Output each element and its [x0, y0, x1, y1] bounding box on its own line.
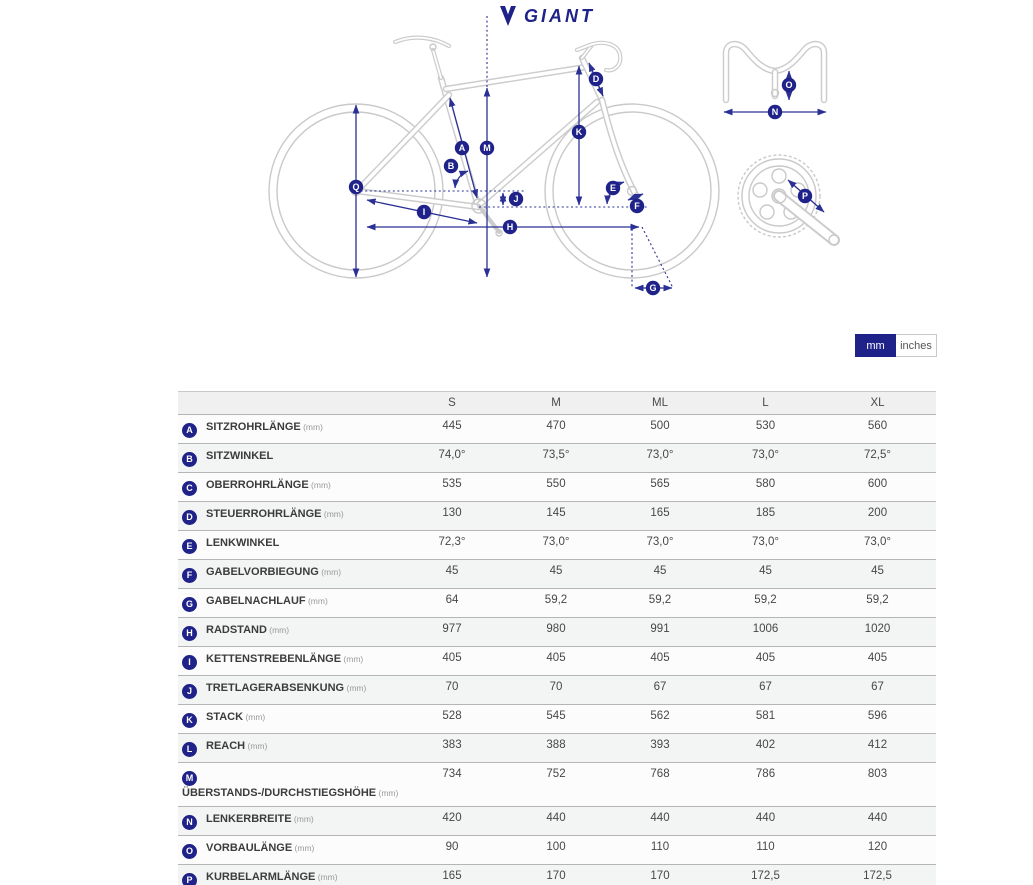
label-column-header — [178, 392, 400, 415]
row-label: SITZROHRLÄNGE — [206, 421, 301, 433]
badge-chainstay — [417, 205, 431, 219]
value-cell: 73,0° — [752, 449, 779, 461]
value-cell: 991 — [650, 623, 670, 635]
geometry-row-n — [178, 807, 936, 836]
value-cell: 67 — [759, 681, 772, 693]
value-cell: 405 — [867, 652, 888, 664]
size-column-header-m: M — [551, 397, 561, 409]
row-unit: (mm) — [266, 625, 290, 635]
value-cell: 560 — [867, 420, 888, 432]
geometry-row-f — [178, 560, 936, 589]
row-unit: (mm) — [344, 683, 367, 693]
row-label-cell — [178, 734, 400, 763]
row-unit: (mm) — [245, 741, 268, 751]
measurement-arrows — [356, 63, 826, 288]
value-cell: 388 — [546, 739, 566, 751]
row-label-cell — [178, 589, 400, 618]
value-cell: 73,0° — [864, 536, 891, 548]
badge-letter: D — [592, 74, 600, 85]
row-letter-badge: H — [182, 626, 197, 641]
giant-triangle-icon — [500, 6, 516, 26]
value-cell: 110 — [650, 841, 670, 853]
value-cell: 734 — [442, 768, 462, 780]
row-letter-badge: N — [182, 815, 197, 830]
value-cell: 59,2 — [866, 594, 889, 606]
value-cell: 768 — [650, 768, 670, 780]
value-cell: 172,5 — [751, 870, 780, 882]
geometry-row-a — [178, 415, 936, 444]
row-unit: (mm) — [315, 872, 338, 882]
row-label: VORBAULÄNGE — [206, 842, 293, 854]
row-unit: (mm) — [308, 480, 331, 490]
value-cell: 72,3° — [438, 536, 466, 548]
size-column-header-s: S — [448, 397, 456, 409]
value-cell: 73,0° — [646, 536, 674, 548]
row-unit: (mm) — [321, 509, 344, 519]
badge-head-tube — [589, 72, 603, 86]
giant-logo — [500, 6, 595, 26]
value-cell: 120 — [867, 841, 888, 853]
value-cell: 45 — [759, 565, 772, 577]
value-cell: 110 — [756, 841, 775, 853]
row-letter-badge: F — [182, 568, 197, 583]
value-cell: 73,5° — [542, 449, 570, 461]
row-unit: (mm) — [376, 788, 399, 798]
value-cell: 72,5° — [864, 449, 891, 461]
badge-wheelbase — [503, 220, 517, 234]
badge-stack — [572, 125, 586, 139]
value-cell: 165 — [442, 870, 462, 882]
badge-letter: K — [575, 127, 583, 138]
geometry-row-o — [178, 836, 936, 865]
value-cell: 596 — [867, 710, 888, 722]
value-cell: 528 — [442, 710, 462, 722]
size-header-row — [178, 392, 936, 415]
badge-wheel-size — [349, 180, 363, 194]
value-cell: 440 — [546, 812, 566, 824]
value-cell: 70 — [445, 681, 459, 693]
value-cell: 752 — [546, 768, 566, 780]
size-column-header-xl: XL — [870, 397, 885, 409]
row-label: GABELVORBIEGUNG — [206, 566, 319, 578]
value-cell: 440 — [755, 812, 776, 824]
row-letter-badge: E — [182, 539, 197, 554]
badge-seat-angle — [444, 159, 458, 173]
row-letter-badge: M — [182, 771, 197, 786]
badge-crank-length — [798, 189, 812, 203]
value-cell: 170 — [650, 870, 670, 882]
badge-letter: I — [422, 207, 426, 218]
row-label-cell — [178, 705, 400, 734]
geometry-row-c — [178, 473, 936, 502]
row-letter-badge: G — [182, 597, 197, 612]
value-cell: 803 — [867, 768, 888, 780]
value-cell: 581 — [755, 710, 776, 722]
row-letter-badge: D — [182, 510, 197, 525]
row-letter-badge: C — [182, 481, 197, 496]
row-unit: (mm) — [318, 567, 342, 577]
value-cell: 786 — [755, 768, 776, 780]
handlebar-drawing — [726, 44, 824, 100]
row-label: KETTENSTREBENLÄNGE — [206, 653, 342, 665]
value-cell: 70 — [549, 681, 563, 693]
value-cell: 535 — [442, 478, 462, 490]
value-cell: 64 — [445, 594, 459, 606]
badge-letter: E — [609, 183, 617, 194]
row-unit: (mm) — [341, 654, 364, 664]
value-cell: 405 — [755, 652, 776, 664]
badge-trail — [646, 281, 660, 295]
row-letter-badge: O — [182, 844, 197, 859]
row-label-cell — [178, 676, 400, 705]
value-cell: 405 — [442, 652, 462, 664]
geometry-row-e — [178, 531, 936, 560]
value-cell: 185 — [755, 507, 776, 519]
value-cell: 45 — [653, 565, 667, 577]
value-cell: 45 — [445, 565, 459, 577]
badge-letter: A — [458, 143, 466, 154]
value-cell: 405 — [546, 652, 566, 664]
geometry-row-d — [178, 502, 936, 531]
unit-inches-button[interactable]: inches — [896, 334, 937, 357]
bike-drawing — [269, 38, 719, 278]
value-cell: 130 — [442, 507, 462, 519]
row-letter-badge: K — [182, 713, 197, 728]
row-label-cell — [178, 807, 400, 836]
value-cell: 393 — [650, 739, 670, 751]
value-cell: 470 — [546, 420, 566, 432]
row-label: LENKWINKEL — [206, 537, 280, 549]
value-cell: 500 — [650, 420, 670, 432]
row-label-cell — [178, 531, 400, 560]
row-letter-badge: L — [182, 742, 197, 757]
row-label-cell — [178, 865, 400, 885]
unit-mm-button[interactable]: mm — [855, 334, 896, 357]
row-label-cell — [178, 473, 400, 502]
row-label: STEUERROHRLÄNGE — [206, 508, 322, 520]
value-cell: 383 — [442, 739, 462, 751]
row-label: STACK — [206, 711, 244, 723]
value-cell: 580 — [755, 478, 776, 490]
badge-letter: G — [649, 283, 657, 294]
value-cell: 550 — [546, 478, 566, 490]
row-unit: (mm) — [243, 712, 266, 722]
value-cell: 100 — [546, 841, 566, 853]
row-label-cell — [178, 560, 400, 589]
badge-stem-length — [782, 78, 796, 92]
value-cell: 445 — [442, 420, 462, 432]
row-label: REACH — [206, 740, 246, 752]
row-label-cell — [178, 444, 400, 473]
value-cell: 405 — [650, 652, 670, 664]
construction-lines — [356, 16, 673, 288]
row-label: GABELNACHLAUF — [206, 595, 306, 607]
value-cell: 45 — [871, 565, 884, 577]
crankset-drawing — [738, 155, 839, 245]
value-cell: 67 — [871, 681, 884, 693]
row-label: RADSTAND — [206, 624, 267, 636]
size-column-header-l: L — [762, 397, 769, 409]
value-cell: 73,0° — [542, 536, 570, 548]
row-unit: (mm) — [305, 596, 328, 606]
value-cell: 67 — [653, 681, 667, 693]
value-cell: 980 — [546, 623, 566, 635]
row-unit: (mm) — [292, 843, 315, 853]
row-letter-badge: P — [182, 873, 197, 885]
value-cell: 165 — [650, 507, 670, 519]
badge-letter: H — [506, 222, 514, 233]
value-cell: 170 — [546, 870, 566, 882]
value-cell: 59,2 — [544, 594, 568, 606]
geometry-row-i — [178, 647, 936, 676]
value-cell: 74,0° — [438, 449, 466, 461]
value-cell: 90 — [445, 841, 459, 853]
value-cell: 200 — [867, 507, 888, 519]
value-cell: 530 — [755, 420, 776, 432]
row-letter-badge: I — [182, 655, 197, 670]
value-cell: 73,0° — [752, 536, 779, 548]
geometry-row-m — [178, 763, 936, 807]
badge-letter: F — [634, 201, 640, 212]
badge-letter: N — [771, 107, 779, 118]
row-label-cell — [178, 836, 400, 865]
brand-name: GIANT — [524, 6, 595, 26]
row-letter-badge: J — [182, 684, 197, 699]
row-letter-badge: A — [182, 423, 197, 438]
value-cell: 45 — [549, 565, 563, 577]
badge-head-angle — [606, 181, 620, 195]
geometry-row-l — [178, 734, 936, 763]
geometry-row-k — [178, 705, 936, 734]
badge-letter: O — [785, 80, 793, 91]
value-cell: 565 — [650, 478, 670, 490]
badge-letter: Q — [352, 182, 360, 193]
size-column-header-ml: ML — [652, 397, 668, 409]
row-label-cell — [178, 502, 400, 531]
row-label: SITZWINKEL — [206, 450, 274, 462]
bike-geometry-diagram — [0, 0, 1033, 330]
value-cell: 73,0° — [646, 449, 674, 461]
row-label: ÜBERSTANDS-/DURCHSTIEGSHÖHE — [182, 787, 377, 799]
row-letter-badge: B — [182, 452, 197, 467]
value-cell: 440 — [867, 812, 888, 824]
row-label-cell — [178, 415, 400, 444]
row-label: LENKERBREITE — [206, 813, 292, 825]
value-cell: 1006 — [752, 623, 779, 635]
row-unit: (mm) — [300, 422, 323, 432]
geometry-row-j — [178, 676, 936, 705]
badge-bar-width — [768, 105, 782, 119]
geometry-row-b — [178, 444, 936, 473]
row-label: TRETLAGERABSENKUNG — [206, 682, 345, 694]
geometry-row-p — [178, 865, 936, 885]
value-cell: 1020 — [864, 623, 891, 635]
row-unit: (mm) — [291, 814, 314, 824]
value-cell: 412 — [867, 739, 888, 751]
badge-letter: M — [483, 143, 491, 154]
row-label-cell — [178, 763, 400, 807]
badge-seat-tube — [455, 141, 469, 155]
value-cell: 600 — [867, 478, 888, 490]
geometry-row-h — [178, 618, 936, 647]
badge-standover — [480, 141, 494, 155]
value-cell: 545 — [546, 710, 566, 722]
value-cell: 59,2 — [648, 594, 672, 606]
row-label-cell — [178, 647, 400, 676]
badge-fork-rake — [630, 199, 644, 213]
row-label: KURBELARMLÄNGE — [206, 871, 316, 883]
row-label: OBERROHRLÄNGE — [206, 479, 309, 491]
geometry-row-g — [178, 589, 936, 618]
value-cell: 402 — [755, 739, 776, 751]
row-label-cell — [178, 618, 400, 647]
value-cell: 145 — [546, 507, 566, 519]
value-cell: 440 — [650, 812, 670, 824]
badge-bb-drop — [509, 192, 523, 206]
value-cell: 59,2 — [754, 594, 777, 606]
value-cell: 562 — [650, 710, 670, 722]
unit-toggle — [855, 334, 937, 357]
badge-letter: B — [447, 161, 455, 172]
value-cell: 172,5 — [863, 870, 892, 882]
value-cell: 420 — [442, 812, 462, 824]
badge-letter: J — [513, 194, 519, 205]
value-cell: 977 — [442, 623, 462, 635]
geometry-table-body — [178, 415, 936, 885]
badge-letter: P — [801, 191, 809, 202]
geometry-table — [178, 391, 936, 885]
